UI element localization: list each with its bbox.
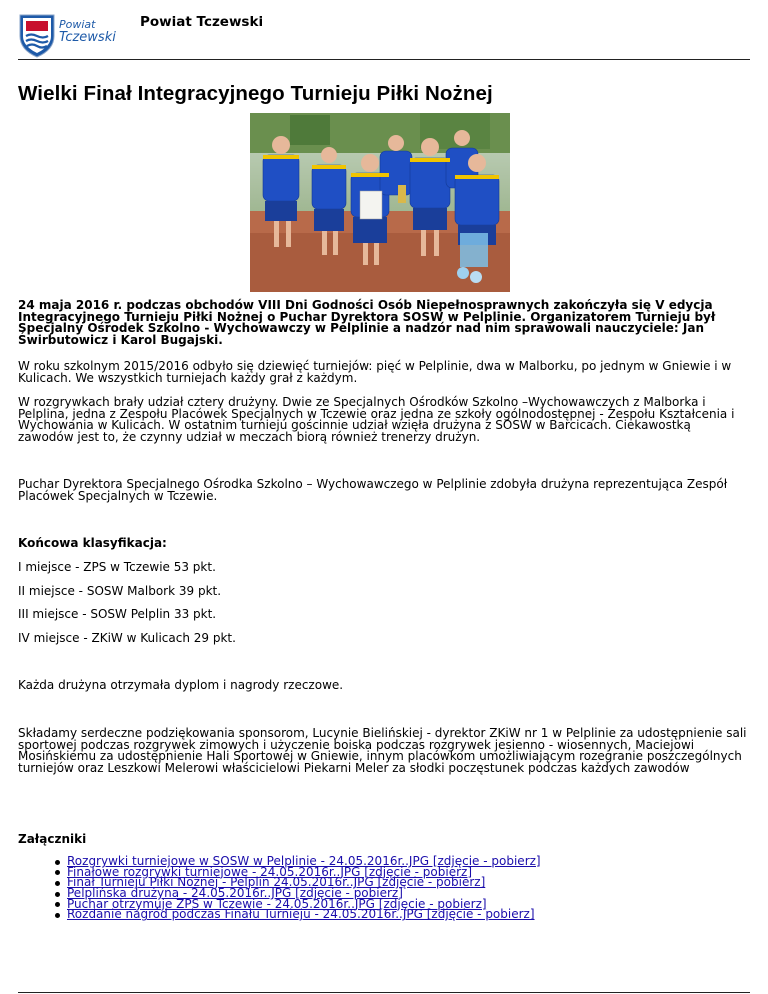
powiat-tczewski-logo[interactable] (18, 12, 118, 58)
paragraph-thanks: Składamy serdeczne podziękowania sponsorom, Lucynie Bielińskiej - dyrektor ZKiW nr 1 w Pelplinie za udostępnienie sali sportowej podczas rozgrywek zimowych i użyczenie boiska podczas rozgrywek jesienno - wiosennych, Maciejowi Mosińskiemu za udostępnienie Hali Sportowej w Gniewie, innym placówkom umożliwiającym rozegranie poszczególnych turniejów oraz Leszkowi Melerowi właścicielowi Piekarni Meler za słodki poczęstunek podczas każdych zawodów (18, 726, 747, 775)
attachment-link[interactable]: Finał Turnieju Piłki Nożnej - Pelplin 24.05.2016r..JPG [zdjęcie - pobierz] (67, 875, 486, 890)
attachment-link[interactable]: Puchar otrzymuje ZPS w Tczewie - 24.05.2016r..JPG [zdjęcie - pobierz] (67, 896, 487, 911)
classification-place-4: IV miejsce - ZKiW w Kulicach 29 pkt. (18, 631, 236, 645)
logo-word-powiat: Powiat (59, 18, 96, 31)
paragraph-tournaments: W roku szkolnym 2015/2016 odbyło się dziewięć turniejów: pięć w Pelplinie, dwa w Malborku, po jednym w Gniewie i w Kulicach. We wszystkich turniejach każdy grał z każdym. (18, 359, 732, 385)
classification-place-3: III miejsce - SOSW Pelplin 33 pkt. (18, 607, 217, 621)
classification-heading: Końcowa klasyfikacja: (18, 536, 167, 550)
attachment-link[interactable]: Rozdanie nagród podczas Finału Turnieju - 24.05.2016r..JPG [zdjęcie - pobierz] (67, 907, 535, 922)
attachment-link[interactable]: Pelplińska drużyna - 24.05.2016r..JPG [zdjęcie - pobierz] (67, 886, 403, 901)
paragraph-cup: Puchar Dyrektora Specjalnego Ośrodka Szkolno – Wychowawczego w Pelplinie zdobyła drużyna reprezentująca Zespół Placówek Specjalnych w Tczewie. (18, 477, 728, 503)
attachment-link[interactable]: Finałowe rozgrywki turniejowe - 24.05.2016r..JPG [zdjęcie - pobierz] (67, 864, 472, 879)
page-title: Wielki Finał Integracyjnego Turnieju Piłki Nożnej (18, 82, 493, 105)
site-name[interactable]: Powiat Tczewski (140, 14, 264, 30)
article-lead: 24 maja 2016 r. podczas obchodów VIII Dni Godności Osób Niepełnosprawnych zakończyła się V edycja Integracyjnego Turnieju Piłki Nożnej o Puchar Dyrektora SOSW w Pelplinie. Organizatorem Turnieju był Specjalny Ośrodek Szkolno - Wychowawczy w Pelplinie a nadzór nad nim sprawowali nauczyciele: Jan Świrbutowicz i Karol Bugajski. (18, 298, 716, 347)
list-item (67, 909, 541, 920)
team-photo (250, 113, 510, 292)
attachments-heading: Załączniki (18, 832, 87, 846)
logo-word-tczewski: Tczewski (59, 30, 116, 45)
header (18, 12, 750, 60)
paragraph-teams: W rozgrywkach brały udział cztery drużyny. Dwie ze Specjalnych Ośrodków Szkolno –Wychowawczych z Malborka i Pelplina, jedna z Zespołu Placówek Specjalnych w Tczewie oraz jedna ze szkoły ogólnodostępnej - Zespołu Kształcenia i Wychowania w Kulicach. W ostatnim turnieju gościnnie udział wzięła drużyna z SOSW w Barcicach. Ciekawostką zawodów jest to, że czynny udział w meczach biorą również trenerzy drużyn. (18, 395, 735, 444)
classification-place-1: I miejsce - ZPS w Tczewie 53 pkt. (18, 560, 216, 574)
footer-divider (18, 992, 750, 993)
attachments-list (18, 856, 541, 920)
paragraph-prizes: Każda drużyna otrzymała dyplom i nagrody rzeczowe. (18, 678, 344, 692)
header-divider (18, 59, 750, 60)
classification-place-2: II miejsce - SOSW Malbork 39 pkt. (18, 584, 222, 598)
attachment-link[interactable]: Rozgrywki turniejowe w SOSW w Pelplinie - 24.05.2016r..JPG [zdjęcie - pobierz] (67, 854, 541, 868)
